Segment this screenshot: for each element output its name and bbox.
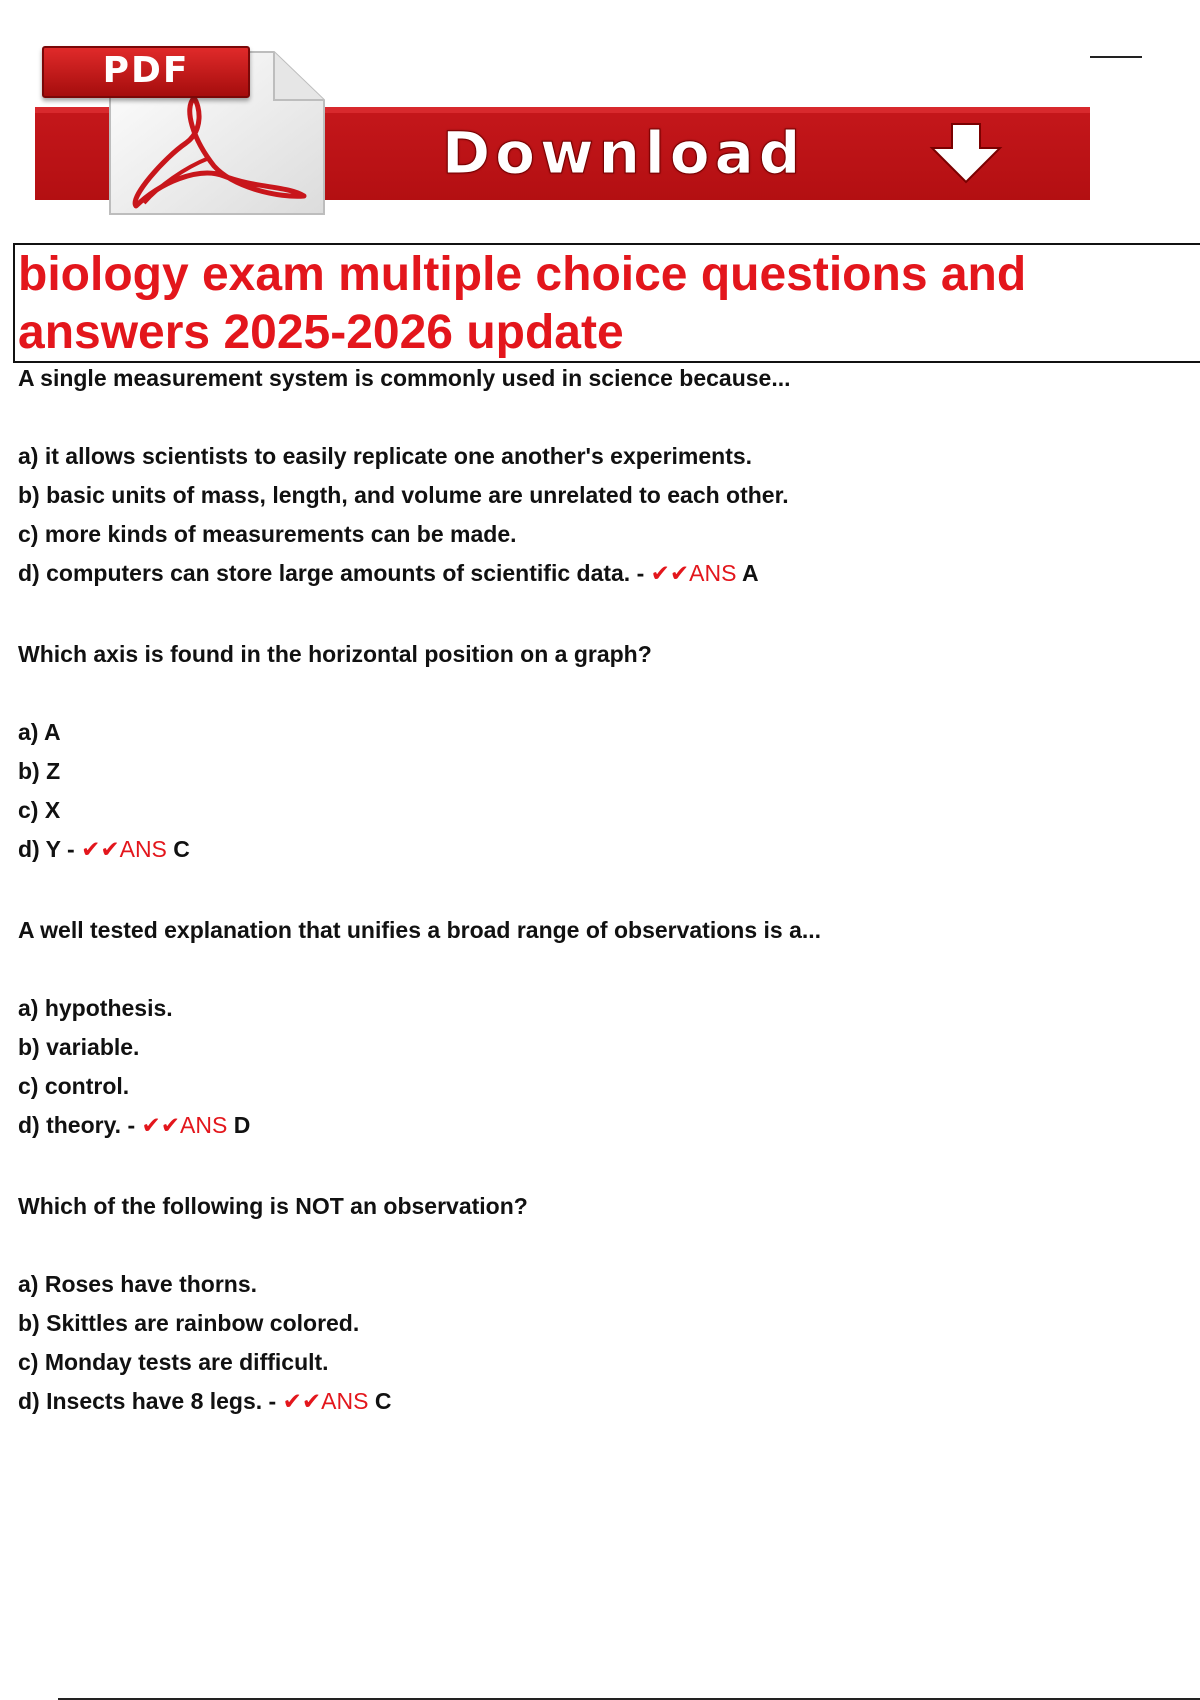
question-text: A single measurement system is commonly used in science because...	[18, 365, 791, 391]
choice-d-text: d) Y -	[18, 836, 75, 862]
question-text: A well tested explanation that unifies a broad range of observations is a...	[18, 917, 822, 943]
download-label[interactable]: Download	[442, 119, 806, 187]
choice-list	[18, 993, 1168, 1140]
pdf-badge: PDF	[42, 46, 250, 98]
question-block	[18, 363, 1168, 588]
answer-letter: C	[374, 1388, 392, 1414]
choice-a: a) hypothesis.	[18, 995, 173, 1021]
choice-d-text: d) Insects have 8 legs. -	[18, 1388, 277, 1414]
download-arrow-icon[interactable]	[928, 122, 1004, 184]
question-text: Which axis is found in the horizontal position on a graph?	[18, 641, 652, 667]
question-block	[18, 639, 1168, 864]
choice-c: c) control.	[18, 1073, 130, 1099]
choice-d-text: d) theory. -	[18, 1112, 136, 1138]
choice-a: a) Roses have thorns.	[18, 1271, 258, 1297]
choice-a: a) it allows scientists to easily replicate one another's experiments.	[18, 443, 753, 469]
answer-check-icon: ✔✔ANS	[141, 1112, 228, 1138]
choice-b: b) Z	[18, 758, 61, 784]
choice-b: b) basic units of mass, length, and volume are unrelated to each other.	[18, 482, 789, 508]
answer-check-icon: ✔✔ANS	[650, 560, 737, 586]
question-block	[18, 915, 1168, 1140]
choice-b: b) Skittles are rainbow colored.	[18, 1310, 360, 1336]
answer-letter: C	[173, 836, 190, 862]
answer-check-icon: ✔✔ANS	[81, 836, 167, 862]
download-banner[interactable]	[0, 0, 1100, 230]
question-text: Which of the following is NOT an observation?	[18, 1193, 528, 1219]
choice-d-with-answer	[18, 834, 1168, 864]
answer-letter: D	[233, 1112, 251, 1138]
choice-list	[18, 717, 1168, 864]
answer-check-icon: ✔✔ANS	[282, 1388, 369, 1414]
choice-list	[18, 1269, 1168, 1416]
choice-d-with-answer	[18, 558, 1168, 588]
choice-list	[18, 441, 1168, 588]
choice-c: c) X	[18, 797, 61, 823]
choice-c: c) Monday tests are difficult.	[18, 1349, 329, 1375]
page-title: biology exam multiple choice questions and answers 2025-2026 update	[18, 248, 1027, 359]
choice-d-with-answer	[18, 1110, 1168, 1140]
question-list	[18, 363, 1168, 1425]
question-block	[18, 1191, 1168, 1416]
choice-a: a) A	[18, 719, 61, 745]
choice-c: c) more kinds of measurements can be made.	[18, 521, 517, 547]
choice-b: b) variable.	[18, 1034, 140, 1060]
choice-d-text: d) computers can store large amounts of scientific data. -	[18, 560, 645, 586]
choice-d-with-answer	[18, 1386, 1168, 1416]
answer-letter: A	[742, 560, 759, 586]
